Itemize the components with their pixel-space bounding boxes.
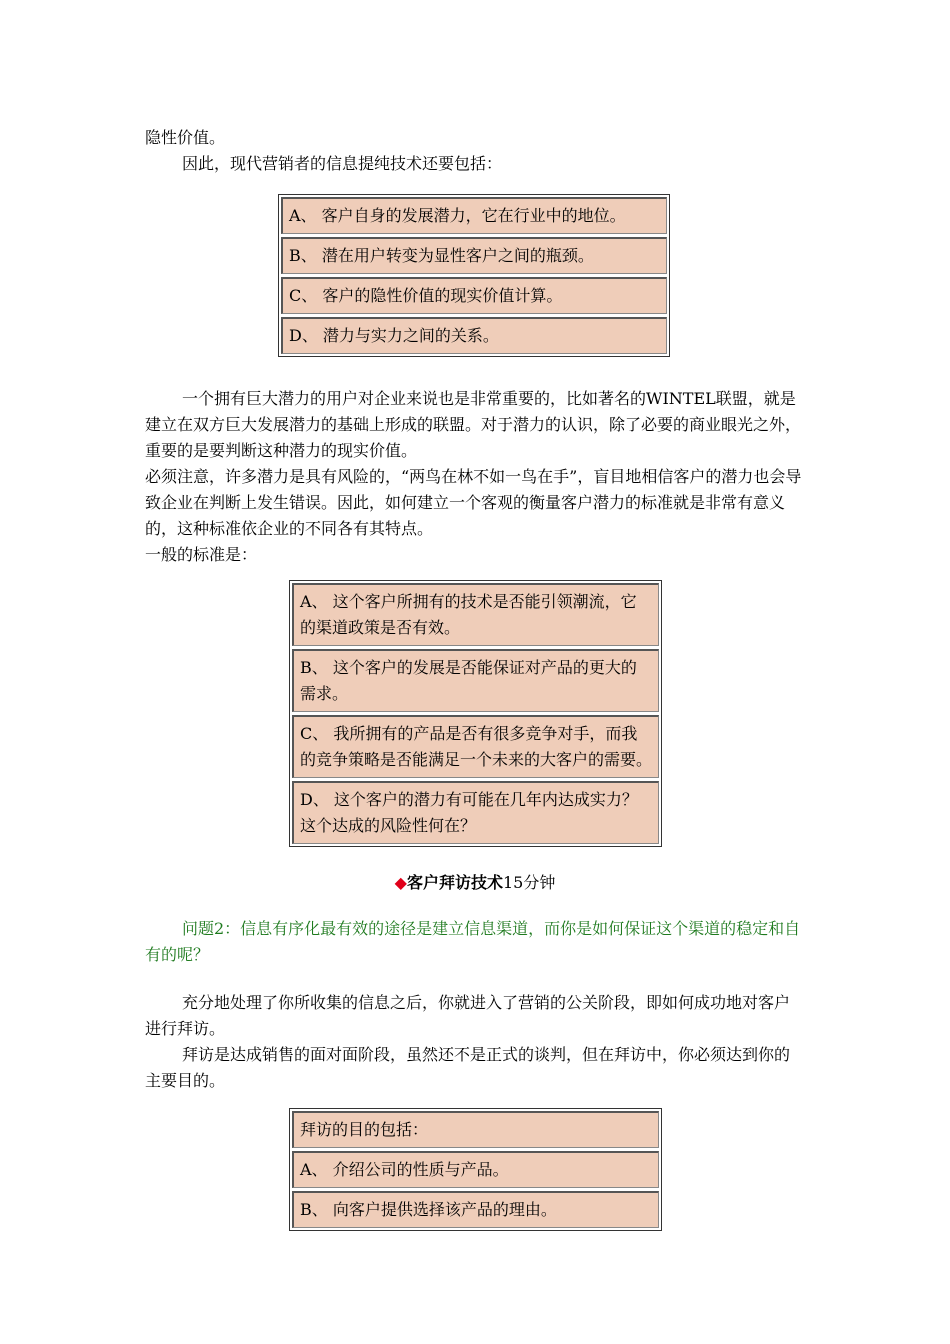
paragraph: 必须注意，许多潜力是具有风险的，“两鸟在林不如一鸟在手”，盲目地相信客户的潜力也会导致企业在判断上发生错误。因此，如何建立一个客观的衡量客户潜力的标准就是非常有意义的，这种标准依企业的不同各有其特点。 [145, 467, 802, 538]
table-cell: A、 客户自身的发展潜力，它在行业中的地位。 [281, 197, 667, 234]
table-cell: 拜访的目的包括： [292, 1111, 659, 1148]
paragraph: 一个拥有巨大潜力的用户对企业来说也是非常重要的，比如著名的WINTEL联盟，就是建立在双方巨大发展潜力的基础上形成的联盟。对于潜力的认识，除了必要的商业眼光之外，重要的是要判断这种潜力的现实价值。 [145, 389, 802, 460]
paragraph: 隐性价值。 [145, 128, 226, 147]
criteria-table-1 [278, 194, 670, 357]
table-cell: A、 介绍公司的性质与产品。 [292, 1151, 659, 1188]
table-cell: A、 这个客户所拥有的技术是否能引领潮流，它的渠道政策是否有效。 [292, 583, 659, 646]
table-cell: D、 潜力与实力之间的关系。 [281, 317, 667, 354]
criteria-table-2 [289, 580, 662, 847]
visit-purpose-table [289, 1108, 662, 1231]
table-cell: D、 这个客户的潜力有可能在几年内达成实力？这个达成的风险性何在？ [292, 781, 659, 844]
table-cell: B、 潜在用户转变为显性客户之间的瓶颈。 [281, 237, 667, 274]
paragraph: 拜访是达成销售的面对面阶段，虽然还不是正式的谈判，但在拜访中，你必须达到你的主要目的。 [145, 1045, 791, 1090]
section-heading [0, 870, 950, 896]
paragraph: 充分地处理了你所收集的信息之后，你就进入了营销的公关阶段，即如何成功地对客户进行拜访。 [145, 993, 791, 1038]
table-cell: B、 这个客户的发展是否能保证对产品的更大的需求。 [292, 649, 659, 712]
paragraph: 因此，现代营销者的信息提纯技术还要包括： [182, 154, 503, 173]
section-title: 客户拜访技术 [406, 873, 503, 892]
section-duration: 15分钟 [502, 873, 556, 892]
question-paragraph: 问题2：信息有序化最有效的途径是建立信息渠道，而你是如何保证这个渠道的稳定和自有的呢？ [145, 919, 801, 964]
table-cell: B、 向客户提供选择该产品的理由。 [292, 1191, 659, 1228]
table-cell: C、 客户的隐性价值的现实价值计算。 [281, 277, 667, 314]
paragraph: 一般的标准是： [145, 545, 258, 564]
table-cell: C、 我所拥有的产品是否有很多竞争对手，而我的竞争策略是否能满足一个未来的大客户的需要。 [292, 715, 659, 778]
diamond-icon: ◆ [394, 873, 407, 892]
